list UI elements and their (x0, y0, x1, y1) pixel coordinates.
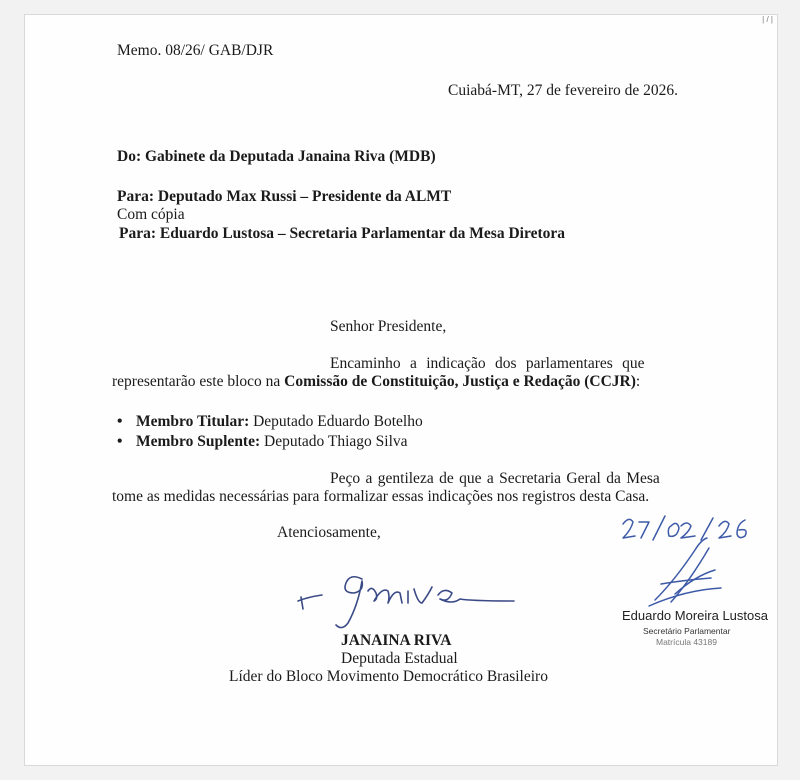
signer-title: Deputada Estadual (341, 650, 458, 667)
receipt-signature (615, 510, 765, 615)
recipient-line: Para: Deputado Max Russi – Presidente da ALMT (117, 188, 452, 205)
member-name: Deputado Eduardo Botelho (249, 413, 423, 430)
paragraph1-line2-suffix: : (635, 373, 641, 390)
closing: Atenciosamente, (277, 524, 381, 541)
bullet-icon: • (117, 413, 123, 430)
paragraph1-line2-prefix: representarão este bloco na (112, 373, 285, 390)
paragraph2-line2: tome as medidas necessárias para formalizar essas indicações nos registros desta Casa. (112, 488, 650, 505)
copy-label: Com cópia (117, 206, 185, 223)
receipt-registration: Matrícula 43189 (656, 637, 717, 647)
signer-name: JANAINA RIVA (341, 632, 452, 649)
signature-janaina-riva (292, 565, 522, 635)
place-date: Cuiabá-MT, 27 de fevereiro de 2026. (448, 82, 678, 99)
signer-role: Líder do Bloco Movimento Democrático Brasileiro (229, 668, 548, 685)
member-role: Membro Titular: (136, 413, 250, 430)
paragraph1-line2 (112, 373, 640, 391)
paragraph1-line1: Encaminho a indicação dos parlamentares que (330, 355, 645, 372)
receipt-title: Secretário Parlamentar (643, 626, 731, 636)
member-list (112, 412, 423, 452)
sender-line: Do: Gabinete da Deputada Janaina Riva (MDB) (117, 148, 436, 165)
paragraph2-line1: Peço a gentileza de que a Secretaria Geral da Mesa (330, 470, 660, 487)
list-item (112, 412, 423, 432)
member-name: Deputado Thiago Silva (260, 433, 408, 450)
memo-reference: Memo. 08/26/ GAB/DJR (117, 42, 274, 59)
salutation: Senhor Presidente, (330, 318, 447, 335)
list-item (112, 432, 423, 452)
copy-recipient-line: Para: Eduardo Lustosa – Secretaria Parlamentar da Mesa Diretora (119, 225, 565, 242)
bullet-icon: • (117, 433, 123, 450)
corner-mark: | / | (762, 15, 773, 24)
commission-name: Comissão de Constituição, Justiça e Redação (CCJR) (284, 373, 636, 390)
receipt-name: Eduardo Moreira Lustosa (622, 608, 768, 623)
member-role: Membro Suplente: (136, 433, 261, 450)
